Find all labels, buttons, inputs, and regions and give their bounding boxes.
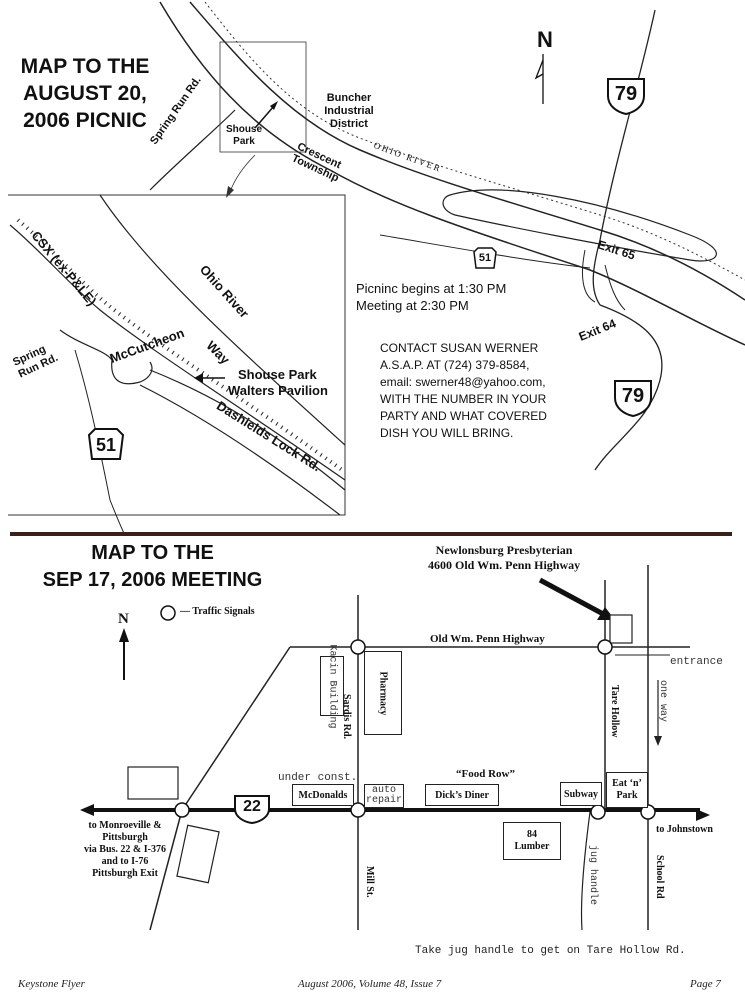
footer-publication: Keystone Flyer (18, 978, 85, 990)
lumber-label: Lumber (514, 841, 550, 852)
label-old-penn: Old Wm. Penn Highway (430, 633, 545, 645)
interstate-79-north (593, 10, 655, 305)
contact-line-6: DISH YOU WILL BRING. (380, 426, 514, 440)
label-pavilion-1: Shouse Park (238, 367, 317, 382)
picnic-title-line-3: 2006 PICNIC (23, 109, 147, 132)
church-building (610, 615, 632, 643)
church-name (428, 543, 580, 573)
label-spring-run-top: Spring Run Rd. (148, 74, 204, 147)
legend-signal-icon (161, 606, 175, 620)
lumber-building (503, 822, 561, 860)
mcdonalds-label: McDonalds (298, 789, 348, 801)
label-under-const: under const. (278, 772, 358, 784)
route-22-west-arrow (80, 804, 94, 816)
dicks-diner-label: Dick’s Diner (435, 789, 489, 801)
route22-shield (232, 793, 272, 825)
footer-page: Page 7 (690, 978, 721, 990)
label-mill-st: Mill St. (364, 866, 375, 898)
label-sardis: Sardis Rd. (341, 694, 352, 740)
label-school-rd: School Rd (654, 855, 665, 899)
church-address-line: 4600 Old Wm. Penn Highway (428, 558, 581, 572)
exit-64-ramp (605, 265, 625, 310)
i79-bottom-number: 79 (621, 385, 645, 407)
meeting-title (10, 540, 295, 594)
lumber-number: 84 (527, 829, 537, 840)
north-arrow-bottom-head (119, 628, 129, 642)
traffic-signal-jug-22 (591, 805, 605, 819)
to-monroeville-line-2: Pittsburgh (102, 832, 148, 843)
inset-pointer (230, 155, 255, 192)
label-tare-hollow: Tare Hollow (609, 685, 620, 738)
contact-line-4: WITH THE NUMBER IN YOUR (380, 392, 547, 406)
meeting-title-line-2: SEP 17, 2006 MEETING (42, 569, 263, 591)
label-shouse-park-top: Shouse Park (225, 124, 263, 147)
to-monroeville-line-5: Pittsburgh Exit (92, 868, 158, 879)
auto-repair-building (364, 784, 404, 808)
auto-repair-label: auto repair (365, 785, 402, 806)
to-monroeville-line-3: via Bus. 22 & I-376 (84, 844, 166, 855)
label-pavilion-2: Walters Pavilion (228, 383, 328, 398)
diagonal-road-north (182, 647, 290, 810)
building-west (128, 767, 178, 799)
label-jug-handle: jug handle (587, 845, 598, 906)
church-arrow (540, 580, 605, 615)
picnic-start-time: Picninc begins at 1:30 PM (356, 281, 507, 296)
dicks-diner-building (425, 784, 499, 806)
picnic-times (356, 280, 506, 314)
label-spring-run-inset: Spring Run Rd. (11, 343, 60, 381)
picnic-title-line-1: MAP TO THE (20, 55, 150, 78)
pavilion-arrowhead (194, 373, 203, 383)
label-exit64: Exit 64 (576, 316, 618, 344)
railroad-top (205, 2, 745, 280)
eat-n-park-label-1: Eat ‘n’ (612, 778, 642, 789)
label-ohio-river-inset: Ohio River (196, 262, 252, 321)
contact-line-1: CONTACT SUSAN WERNER (380, 341, 539, 355)
north-label-bottom: N (118, 611, 129, 627)
label-to-johnstown: to Johnstown (656, 824, 713, 835)
mcdonalds-building (292, 784, 354, 806)
north-arrow-head (536, 60, 543, 78)
legend-traffic-signals: — Traffic Signals (180, 606, 255, 617)
eat-n-park-label-2: Park (616, 790, 638, 801)
one-way-arrowhead (654, 736, 662, 746)
label-exit65: Exit 65 (595, 237, 637, 263)
to-monroeville (70, 820, 180, 880)
pharmacy-building (364, 651, 402, 735)
label-way: Way (203, 337, 233, 368)
meeting-title-line-1: MAP TO THE (91, 542, 214, 564)
i79-top-number: 79 (614, 83, 638, 105)
pa51-inset-number: 51 (95, 435, 117, 455)
label-ohio-river-top: OHIO RIVER (372, 140, 444, 174)
traffic-signal-diagonal-22 (175, 803, 189, 817)
label-csx: CSX (ex-P&LE) (28, 228, 100, 309)
label-crescent: Crescent Township (289, 140, 343, 185)
i79-shield-bottom (612, 378, 654, 418)
route22-number: 22 (243, 798, 261, 815)
inset-pointer-head (226, 186, 234, 198)
i79-shield-top (605, 76, 647, 116)
north-label-top: N (537, 27, 553, 52)
to-monroeville-line-1: to Monroeville & (88, 820, 162, 831)
label-buncher: Buncher Industrial District (324, 92, 374, 130)
contact-line-5: PARTY AND WHAT COVERED (380, 409, 547, 423)
subway-label: Subway (564, 788, 598, 800)
pa51-shield-top (472, 246, 498, 270)
picnic-title (10, 53, 160, 134)
contact-info (380, 340, 580, 442)
jug-handle-note: Take jug handle to get on Tare Hollow Rd. (415, 945, 686, 957)
route-22-east-arrow (696, 809, 710, 821)
footer-issue: August 2006, Volume 48, Issue 7 (298, 978, 442, 990)
label-entrance: entrance (670, 656, 723, 668)
contact-line-2: A.S.A.P. AT (724) 379-8584, (380, 358, 530, 372)
meeting-time: Meeting at 2:30 PM (356, 298, 469, 313)
label-one-way: one way (657, 680, 668, 723)
csx-railroad-ties (18, 220, 345, 475)
label-mccutcheon: McCutcheon (107, 325, 187, 366)
to-monroeville-line-4: and to I-76 (101, 856, 149, 867)
traffic-signal-tare-penn (598, 640, 612, 654)
pa51-top-number: 51 (478, 252, 492, 264)
eat-n-park-building (606, 772, 648, 808)
kacin-building-label: Kacin Building (326, 643, 338, 729)
subway-building (560, 782, 602, 806)
contact-email[interactable]: email: swerner48@yahoo.com, (380, 375, 546, 389)
pa51-shield-inset (86, 426, 126, 462)
dashields-road-south (140, 385, 340, 515)
building-southwest (177, 825, 219, 883)
label-dashields: Dashields Lock Rd. (214, 398, 324, 475)
church-name-line: Newlonsburg Presbyterian (435, 543, 573, 557)
picnic-title-line-2: AUGUST 20, (23, 82, 147, 105)
pharmacy-label: Pharmacy (377, 671, 389, 715)
traffic-signal-sardis-penn (351, 640, 365, 654)
label-food-row: “Food Row” (456, 768, 515, 780)
